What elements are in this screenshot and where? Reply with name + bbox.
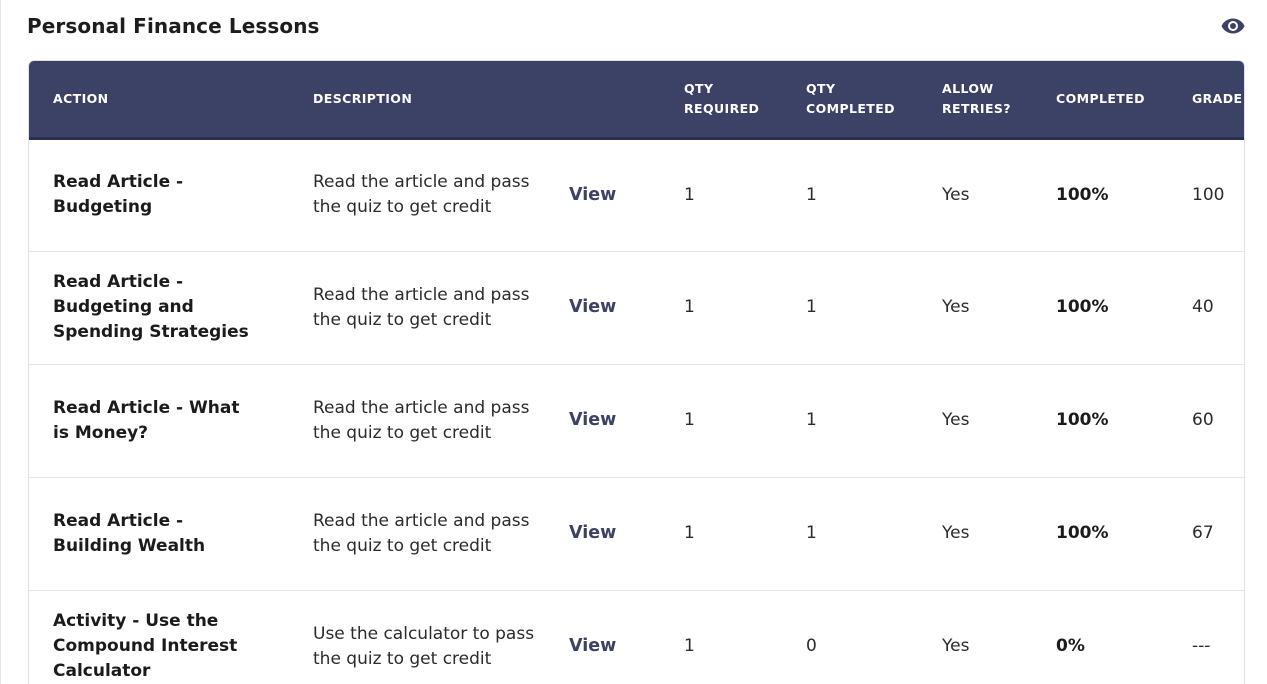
view-cell [545, 590, 660, 684]
allow-retries-cell: Yes [942, 523, 970, 543]
allow-retries-cell: Yes [942, 184, 970, 205]
header-view [545, 61, 660, 138]
view-link[interactable]: View [569, 523, 617, 543]
description-cell: Read the article and pass the quiz to get credit [313, 172, 530, 217]
header-row [29, 61, 1244, 138]
description-cell: Read the article and pass the quiz to get credit [313, 284, 530, 330]
action-cell: Read Article - Budgeting and Spending Strategies [53, 272, 249, 342]
completed-cell: 100% [1056, 184, 1109, 205]
grade-cell: --- [1192, 636, 1211, 656]
header-description[interactable]: DESCRIPTION [313, 90, 413, 106]
grade-cell: 40 [1192, 297, 1214, 317]
view-cell [545, 138, 660, 251]
qty-completed-cell: 1 [806, 523, 817, 543]
qty-completed-cell: 1 [806, 410, 817, 430]
qty-required-cell: 1 [684, 636, 695, 656]
allow-retries-cell: Yes [942, 297, 970, 317]
header-action[interactable]: ACTION [53, 90, 109, 106]
grade-cell: 60 [1192, 410, 1214, 430]
qty-required-cell: 1 [684, 410, 695, 430]
header-qty-required[interactable]: QTY REQUIRED [684, 80, 760, 116]
view-cell [545, 364, 660, 477]
view-cell [545, 251, 660, 364]
table-row [29, 138, 1244, 251]
allow-retries-cell: Yes [942, 636, 970, 656]
allow-retries-cell: Yes [942, 410, 970, 430]
header-completed[interactable]: COMPLETED [1056, 90, 1145, 106]
completed-cell: 0% [1056, 636, 1085, 656]
action-cell: Read Article - Budgeting [53, 172, 184, 217]
table-body [29, 138, 1244, 684]
header-grade[interactable]: GRADE [1192, 90, 1243, 106]
page-title: Personal Finance Lessons [27, 14, 320, 38]
qty-completed-cell: 0 [806, 636, 817, 656]
action-cell: Activity - Use the Compound Interest Calculator [53, 611, 238, 681]
description-cell: Read the article and pass the quiz to get credit [313, 510, 530, 556]
eye-icon[interactable] [1221, 16, 1245, 36]
view-cell [545, 477, 660, 590]
qty-required-cell: 1 [684, 297, 695, 317]
header-qty-completed[interactable]: QTY COMPLETED [806, 80, 895, 116]
completed-cell: 100% [1056, 523, 1109, 543]
description-cell: Read the article and pass the quiz to get credit [313, 397, 530, 443]
view-link[interactable]: View [569, 297, 617, 317]
description-cell: Use the calculator to pass the quiz to get credit [313, 623, 535, 669]
completed-cell: 100% [1056, 410, 1109, 430]
table-row [29, 251, 1244, 364]
qty-required-cell: 1 [684, 184, 695, 205]
view-link[interactable]: View [569, 636, 617, 656]
qty-completed-cell: 1 [806, 184, 817, 205]
view-link[interactable]: View [569, 410, 617, 430]
view-link[interactable]: View [569, 184, 617, 205]
table-header [29, 61, 1244, 138]
action-cell: Read Article - What is Money? [53, 397, 240, 443]
lessons-table-container [28, 60, 1245, 684]
action-cell: Read Article - Building Wealth [53, 510, 206, 556]
lessons-table [29, 61, 1244, 684]
completed-cell: 100% [1056, 297, 1109, 317]
qty-completed-cell: 1 [806, 297, 817, 317]
table-row [29, 477, 1244, 590]
table-row [29, 590, 1244, 684]
grade-cell: 67 [1192, 523, 1214, 543]
table-row [29, 364, 1244, 477]
grade-cell: 100 [1192, 184, 1225, 205]
header-allow-retries[interactable]: ALLOW RETRIES? [942, 80, 1011, 116]
qty-required-cell: 1 [684, 523, 695, 543]
